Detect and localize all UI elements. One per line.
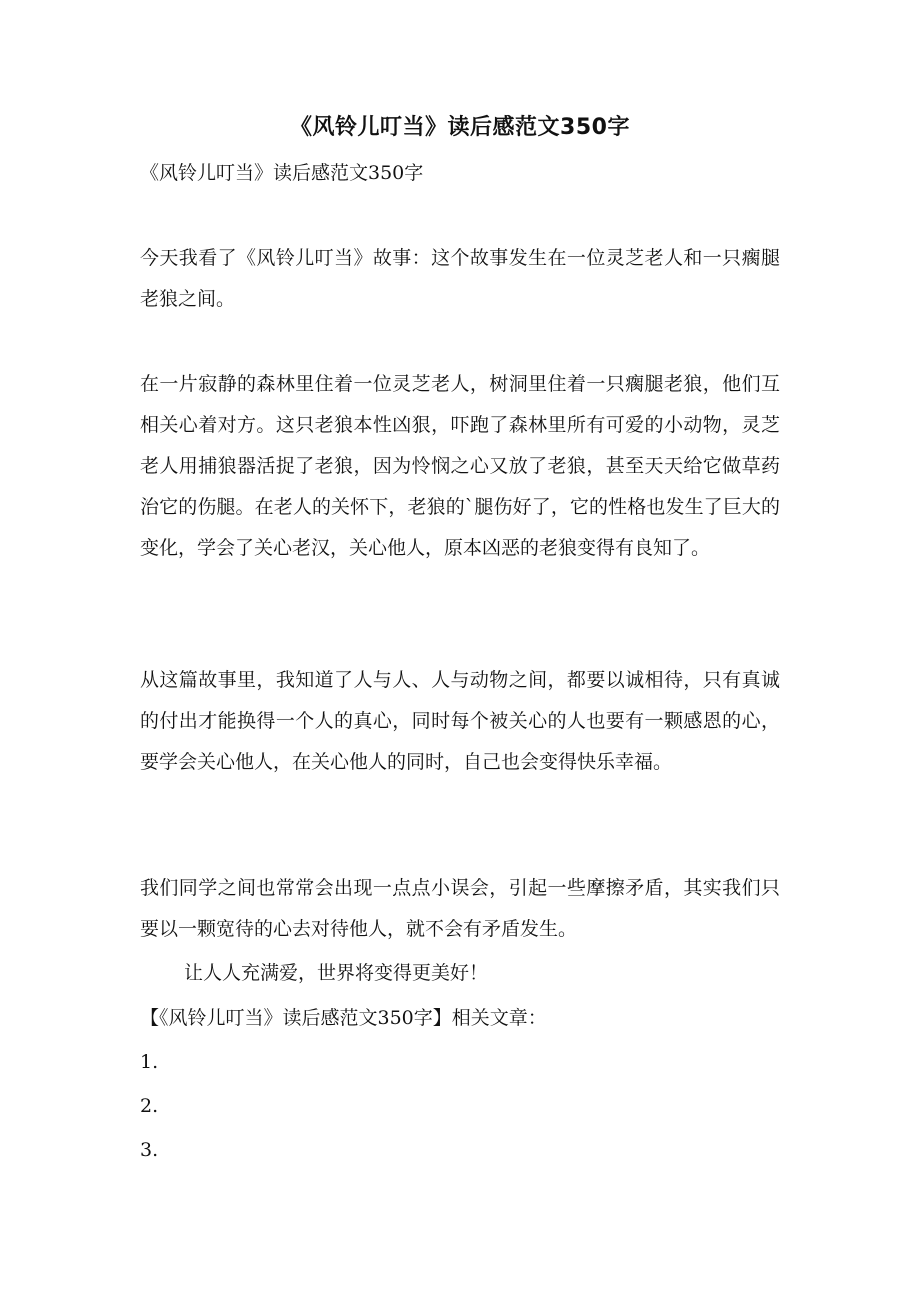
closing-line: 让人人充满爱，世界将变得更美好！ [184, 962, 489, 984]
paragraph-intro: 今天我看了《风铃儿叮当》故事：这个故事发生在一位灵芝老人和一只瘸腿老狼之间。 [140, 247, 780, 310]
document-subtitle: 《风铃儿叮当》读后感范文350字 [140, 162, 424, 184]
related-article-link-1[interactable]: 1. [140, 1051, 159, 1073]
paragraph-story: 在一片寂静的森林里住着一位灵芝老人，树洞里住着一只瘸腿老狼，他们互相关心着对方。这只老狼本性凶狠，吓跑了森林里所有可爱的小动物，灵芝老人用捕狼器活捉了老狼，因为怜悯之心又放了老狼，甚至天天给它做草药治它的伤腿。在老人的关怀下，老狼的`腿伤好了，它的性格也发生了巨大的变化，学会了关心老汉，关心他人，原本凶恶的老狼变得有良知了。 [140, 373, 780, 559]
related-article-link-3[interactable]: 3. [140, 1139, 159, 1161]
document-title: 《风铃儿叮当》读后感范文350字 [290, 115, 630, 140]
paragraph-lesson: 从这篇故事里，我知道了人与人、人与动物之间，都要以诚相待，只有真诚的付出才能换得一个人的真心，同时每个被关心的人也要有一颗感恩的心，要学会关心他人，在关心他人的同时，自己也会变得快乐幸福。 [140, 669, 780, 773]
paragraph-classmates: 我们同学之间也常常会出现一点点小误会，引起一些摩擦矛盾，其实我们只要以一颗宽待的心去对待他人，就不会有矛盾发生。 [140, 877, 780, 940]
related-articles-heading: 【《风铃儿叮当》读后感范文350字】相关文章： [140, 1007, 547, 1029]
related-article-link-2[interactable]: 2. [140, 1095, 159, 1117]
